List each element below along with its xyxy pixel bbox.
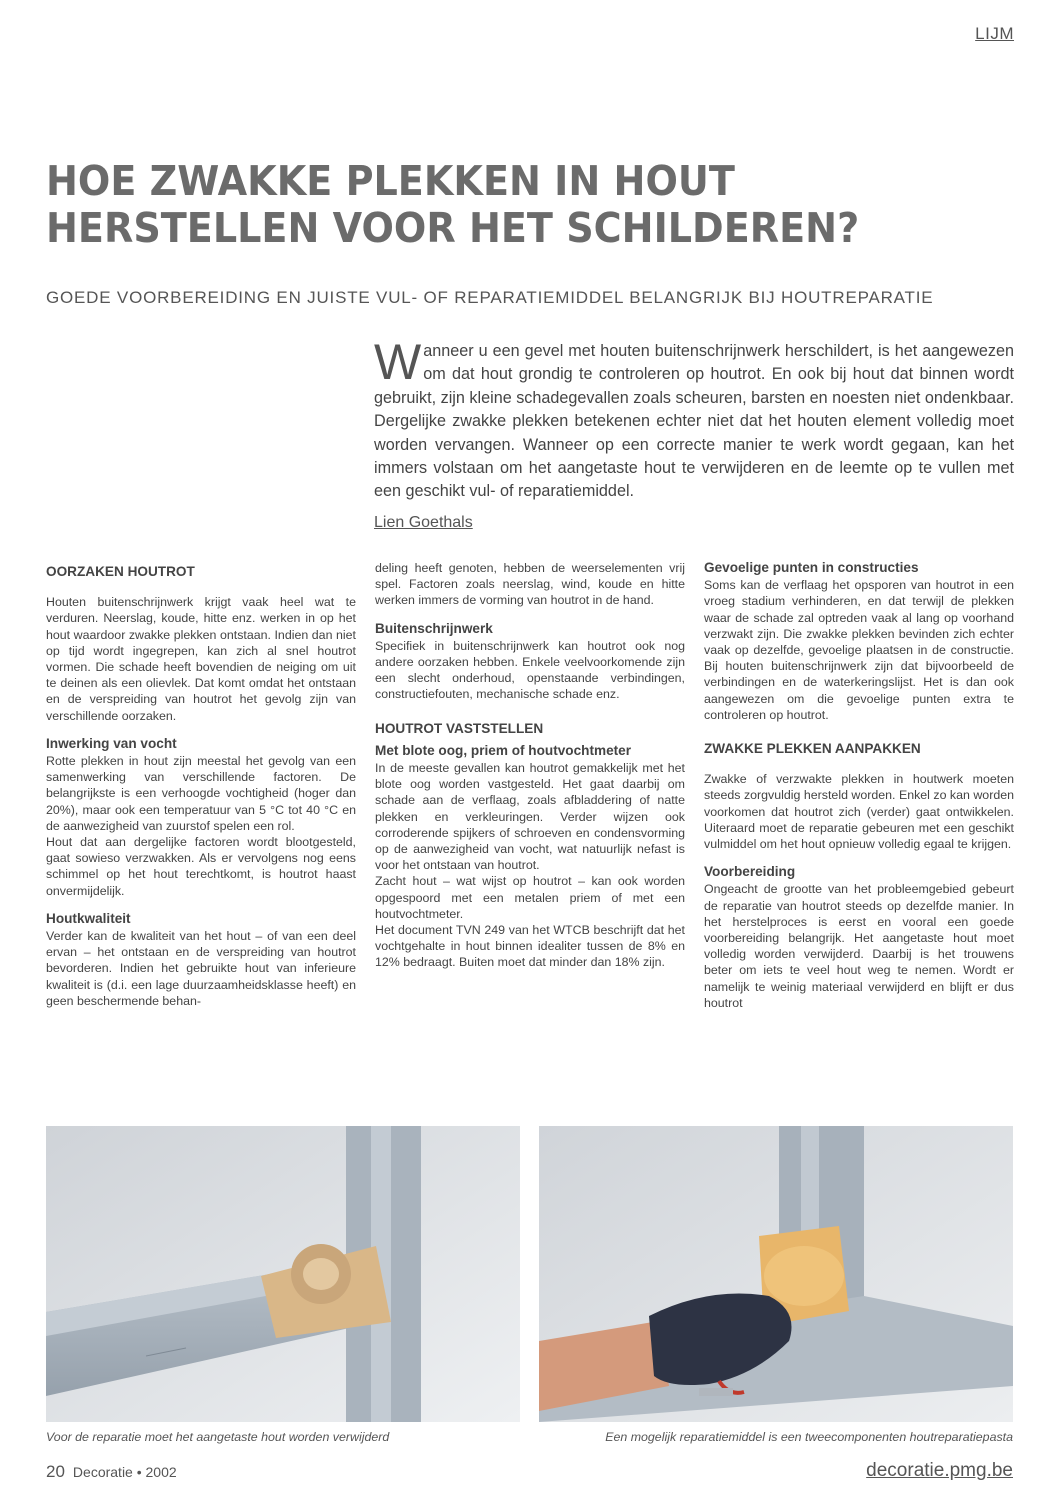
heading-eye: Met blote oog, priem of houtvochtmeter (375, 742, 632, 758)
paragraph-points: Soms kan de verflaag het opsporen van houtrot in een vroeg stadium verhinderen, en dat terwijl de plekken waar de schade zal optreden vaak al lang op voorhand verzwakt zijn. Die zwakke plekken bevinden zich echter vaak op dezelfde, gevoelige plaatsen in de constructie. Bij houten buitenschrijnwerk zijn dat bijvoorbeeld de verbindingen en de waterkeringslijst. Het is dan ook aangewezen om die gevoelige punten extra te controleren op houtrot. (704, 578, 1014, 722)
paragraph-continued: deling heeft genoten, hebben de weerselementen vrij spel. Factoren zoals neerslag, wind, koude en hitte werken immers de vorming van houtrot in de hand. (375, 561, 685, 608)
author-name: Lien Goethals (374, 514, 473, 531)
article-title (46, 158, 939, 252)
paragraph-eye-2: Zacht hout – wat wijst op houtrot – kan ook worden opgespoord met een metalen priem of met een houtvochtmeter. (375, 874, 685, 921)
heading-moisture: Inwerking van vocht (46, 735, 177, 751)
column-2 (375, 560, 685, 971)
photo-caption-1: Voor de reparatie moet het aangetaste hout worden verwijderd (46, 1430, 390, 1444)
drop-cap: W (374, 334, 422, 390)
photo-caption-2: Een mogelijk reparatiemiddel is een tweecomponenten houtreparatiepasta (605, 1430, 1013, 1444)
heading-tackle: ZWAKKE PLEKKEN AANPAKKEN (704, 741, 921, 757)
photo-applying-paste (539, 1126, 1013, 1422)
section-tag: LIJM (975, 24, 1014, 43)
column-1 (46, 560, 356, 1009)
heading-exterior: Buitenschrijnwerk (375, 620, 493, 636)
paragraph-tackle: Zwakke of verzwakte plekken in houtwerk moeten steeds zorgvuldig hersteld worden. Enkel zo kan worden voorkomen dat houtrot zich (verder) gaat ontwikkelen. Uiteraard moet de reparatie gebeuren met een geschikt vulmiddel om het hout opnieuw volledig egaal te krijgen. (704, 772, 1014, 852)
intro-text: anneer u een gevel met houten buitenschrijnwerk herschildert, is het aangewezen om dat hout grondig te controleren op houtrot. En ook bij hout dat binnen wordt gebruikt, zijn kleine schadegevallen zoals scheuren, barsten en noesten niet ondenkbaar. Dergelijke zwakke plekken betekenen echter niet dat het houten element volledig moet worden vervangen. Wanneer op een correcte manier te werk wordt gegaan, kan het immers volstaan om het aangetaste hout te verwijderen en de leemte op te vullen met een geschikt vul- of reparatiemiddel. (374, 342, 1014, 501)
column-3 (704, 560, 1014, 1011)
paragraph-eye-3: Het document TVN 249 van het WTCB beschrijft dat het vochtgehalte in hout binnen idealiter tussen de 8% en 12% bedraagt. Buiten moet dat minder dan 18% zijn. (375, 923, 685, 970)
paragraph-moisture-1: Rotte plekken in hout zijn meestal het gevolg van een samenwerking van verschillende factoren. De belangrijkste is een verhoogde vochtigheid (hoger dan 20%), maar ook een temperatuur van 5 °C tot 40 °C en de aanwezigheid van zuurstof spelen een rol. (46, 754, 356, 833)
article-subtitle: GOEDE VOORBEREIDING EN JUISTE VUL- OF REPARATIEMIDDEL BELANGRIJK BIJ HOUTREPARATIE (46, 288, 934, 307)
paragraph-causes: Houten buitenschrijnwerk krijgt vaak heel wat te verduren. Neerslag, koude, hitte enz. werken in op het hout waardoor zwakke plekken ontstaan. Indien dan niet op tijd wordt ingegrepen, kan zich al snel houtrot vormen. Die schade heeft bovendien de neiging om uit te deinen als een olievlek. Dat komt omdat het ontstaan en de verspreiding van houtrot het gevolg zijn van verschillende oorzaken. (46, 595, 356, 723)
page-number: 20 (46, 1462, 65, 1481)
paragraph-quality: Verder kan de kwaliteit van het hout – of van een deel ervan – het ontstaan en de verspreiding van houtrot bevorderen. Indien het gebruikte hout van inferieure kwaliteit is (d.i. een lage duurzaamheidsklasse heeft) en geen beschermende behan- (46, 929, 356, 1008)
heading-causes: OORZAKEN HOUTROT (46, 564, 195, 579)
title-line-2: HERSTELLEN VOOR HET SCHILDEREN? (46, 204, 860, 252)
frame-illustration-1 (46, 1126, 520, 1422)
title-line-1: HOE ZWAKKE PLEKKEN IN HOUT (46, 157, 735, 205)
heading-points: Gevoelige punten in constructies (704, 560, 919, 575)
intro-paragraph (374, 334, 1014, 504)
paragraph-prep: Ongeacht de grootte van het probleemgebied gebeurt de reparatie van houtrot steeds op dezelfde manier. In het herstelproces is eerst en vooral een goede voorbereiding belangrijk. Het aangetaste hout moet volledig worden verwijderd. Daarbij is het trouwens beter om iets te veel hout weg te nemen. Wordt er namelijk te weinig materiaal verwijderd en blijft er dus houtrot (704, 882, 1014, 1010)
heading-detect: HOUTROT VASTSTELLEN (375, 720, 544, 736)
heading-quality: Houtkwaliteit (46, 910, 131, 926)
frame-illustration-2 (539, 1126, 1013, 1422)
paragraph-eye-1: In de meeste gevallen kan houtrot gemakkelijk met het blote oog worden vastgesteld. Het gaat daarbij om schade aan de verflaag, zoals afbladdering of natte plekken en verkleuringen. Verder wijzen ook corroderende spijkers of schroeven en condensvorming op de aanwezigheid van vocht, wat natuurlijk nefast is voor het ontstaan van houtrot. (375, 761, 685, 873)
magazine-issue: Decoratie • 2002 (72, 1464, 177, 1480)
paragraph-moisture-2: Hout dat aan dergelijke factoren wordt blootgesteld, gaat sowieso verzwakken. Als er vervolgens nog eens schimmel op het hout terechtkomt, is houtrot haast onvermijdelijk. (46, 835, 356, 898)
heading-prep: Voorbereiding (704, 864, 796, 880)
website-link[interactable]: decoratie.pmg.be (866, 1460, 1013, 1481)
page-footer (46, 1462, 177, 1482)
paragraph-exterior: Specifiek in buitenschrijnwerk kan houtrot ook nog andere oorzaken hebben. Enkele veelvoorkomende zijn een slecht onderhoud, openstaande verbindingen, constructiefouten, mechanische schade enz. (375, 638, 685, 702)
photo-frame-removed-wood (46, 1126, 520, 1422)
